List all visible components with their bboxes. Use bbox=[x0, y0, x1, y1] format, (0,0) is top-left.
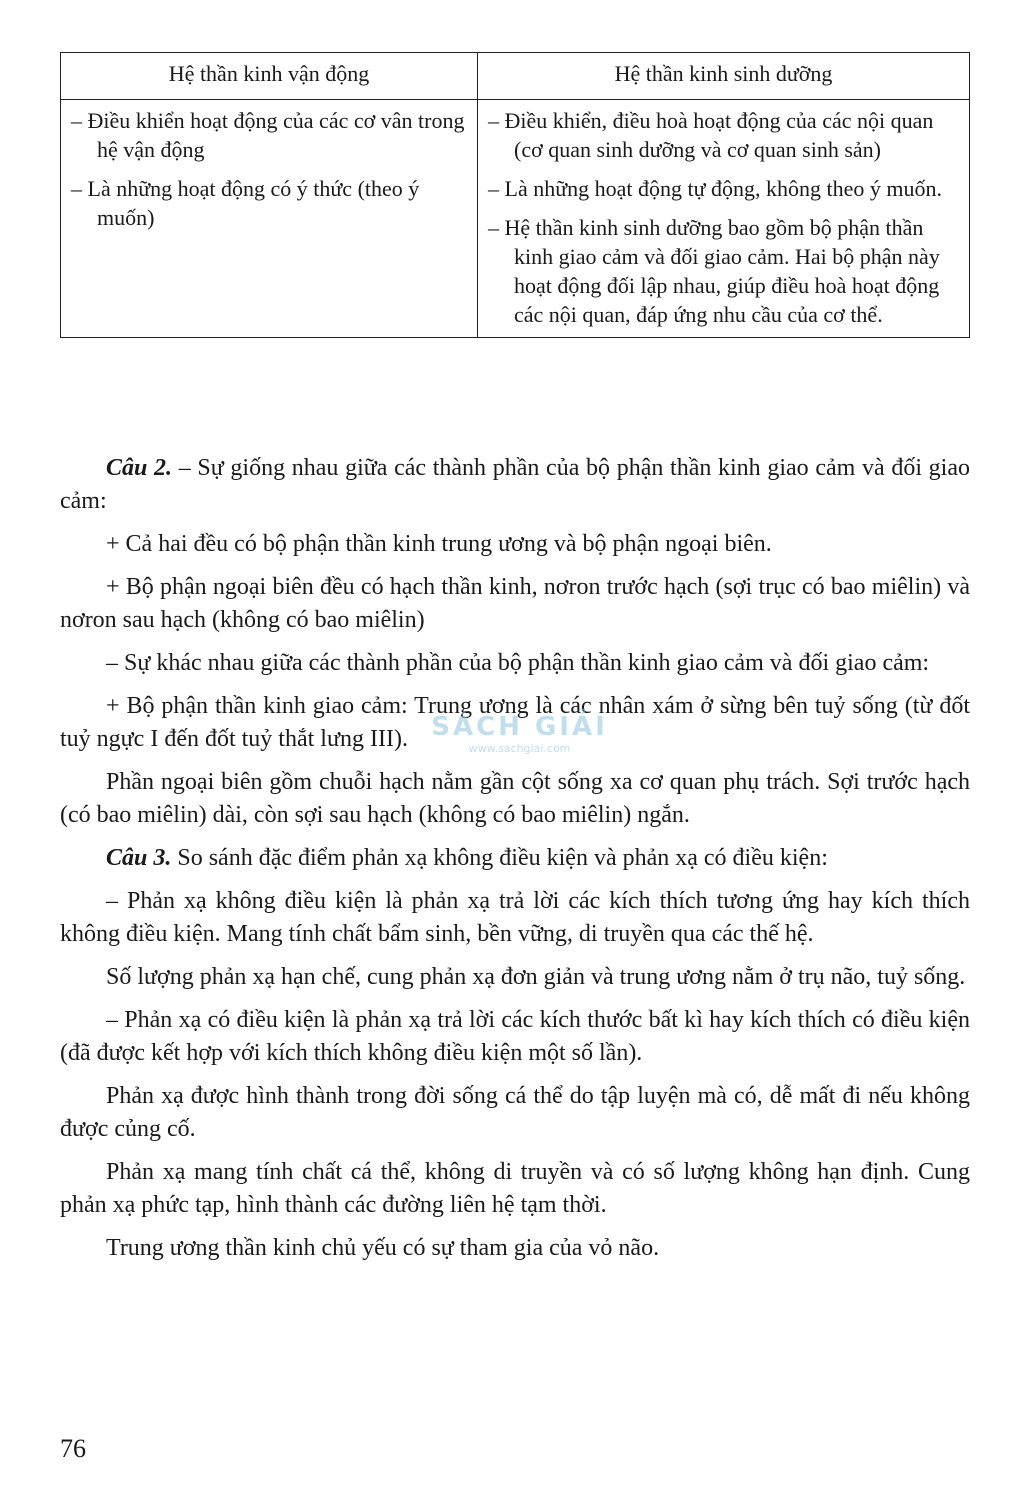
paragraph: – Sự khác nhau giữa các thành phần của bộ phận thần kinh giao cảm và đối giao cảm: bbox=[106, 650, 930, 676]
motor-column-cell bbox=[61, 100, 478, 338]
watermark-url: www.sachgiai.com bbox=[468, 742, 571, 755]
list-item: – Điều khiển, điều hoà hoạt động của các nội quan (cơ quan sinh dưỡng và cơ quan sinh sản) bbox=[488, 108, 934, 162]
paragraph: – Phản xạ có điều kiện là phản xạ trả lời các kích thước bất kì hay kích thích có điều kiện (đã được kết hợp với kích thích không điều kiện một số lần). bbox=[60, 1007, 970, 1066]
list-item: – Là những hoạt động tự động, không theo ý muốn. bbox=[488, 176, 943, 201]
table-header-row bbox=[61, 53, 970, 100]
cau3-intro-paragraph bbox=[60, 842, 970, 875]
paragraph: Số lượng phản xạ hạn chế, cung phản xạ đơn giản và trung ương nằm ở trụ não, tuỷ sống. bbox=[106, 964, 966, 990]
paragraph: Phản xạ được hình thành trong đời sống cá thể do tập luyện mà có, dễ mất đi nếu không được củng cố. bbox=[60, 1083, 970, 1142]
paragraph: + Cả hai đều có bộ phận thần kinh trung ương và bộ phận ngoại biên. bbox=[106, 531, 772, 557]
cau2-intro-paragraph bbox=[60, 452, 970, 518]
paragraph: Trung ương thần kinh chủ yếu có sự tham gia của vỏ não. bbox=[106, 1235, 660, 1261]
list-item: – Là những hoạt động có ý thức (theo ý muốn) bbox=[71, 176, 420, 230]
paragraph: + Bộ phận thần kinh giao cảm: Trung ương là các nhân xám ở sừng bên tuỷ sống (từ đốt tuỷ ngực I đến đốt tuỷ thắt lưng III). bbox=[60, 693, 970, 752]
watermark-logo: SÁCH GIẢI bbox=[431, 712, 608, 742]
paragraph: Phần ngoại biên gồm chuỗi hạch nằm gần cột sống xa cơ quan phụ trách. Sợi trước hạch (có bao miêlin) dài, còn sợi sau hạch (không có bao miêlin) ngắn. bbox=[60, 769, 970, 828]
list-item: – Điều khiển hoạt động của các cơ vân trong hệ vận động bbox=[71, 108, 465, 162]
table-row bbox=[61, 100, 970, 338]
question-label: Câu 2. bbox=[106, 455, 173, 481]
question-label: Câu 3. bbox=[106, 845, 172, 871]
page-number: 76 bbox=[60, 1434, 86, 1463]
autonomic-column-cell bbox=[478, 100, 970, 338]
paragraph: Phản xạ mang tính chất cá thể, không di truyền và có số lượng không hạn định. Cung phản xạ phức tạp, hình thành các đường liên hệ tạm thời. bbox=[60, 1159, 970, 1218]
paragraph: + Bộ phận ngoại biên đều có hạch thần kinh, nơron trước hạch (sợi trục có bao miêlin) và nơron sau hạch (không có bao miêlin) bbox=[60, 574, 970, 633]
paragraph-text: – Sự giống nhau giữa các thành phần của bộ phận thần kinh giao cảm và đối giao cảm: bbox=[60, 455, 970, 514]
comparison-table bbox=[60, 52, 970, 338]
header-autonomic-nervous-system: Hệ thần kinh sinh dưỡng bbox=[478, 53, 970, 100]
list-item: – Hệ thần kinh sinh dưỡng bao gồm bộ phận thần kinh giao cảm và đối giao cảm. Hai bộ phận này hoạt động đối lập nhau, giúp điều hoà hoạt động các nội quan, đáp ứng nhu cầu của cơ thể. bbox=[488, 215, 940, 327]
paragraph-text: So sánh đặc điểm phản xạ không điều kiện và phản xạ có điều kiện: bbox=[171, 845, 828, 871]
paragraph: – Phản xạ không điều kiện là phản xạ trả lời các kích thích tương ứng hay kích thích không điều kiện. Mang tính chất bẩm sinh, bền vững, di truyền qua các thế hệ. bbox=[60, 888, 970, 947]
header-motor-nervous-system: Hệ thần kinh vận động bbox=[61, 53, 478, 100]
body-text bbox=[60, 452, 970, 1275]
